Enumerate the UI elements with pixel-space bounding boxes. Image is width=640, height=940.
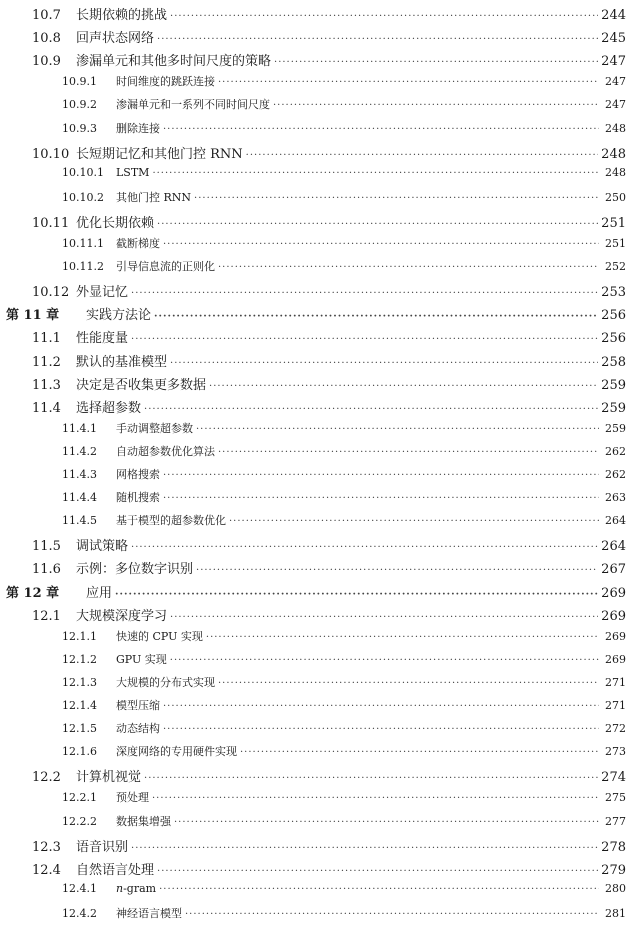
toc-page-number: 248 (601, 146, 626, 162)
toc-subsection-row (62, 166, 640, 189)
toc-section-row (32, 836, 640, 859)
toc-subsection-row (62, 120, 640, 143)
dot-leader (185, 909, 599, 920)
toc-page-number: 281 (605, 906, 626, 920)
toc-page-number: 245 (601, 31, 626, 47)
toc-entry-number: 10.10.2 (62, 190, 104, 204)
toc-subsection-row (62, 813, 640, 836)
toc-section-row (32, 212, 640, 235)
dot-leader (206, 632, 599, 643)
toc-entry-number: 12.1.2 (62, 652, 97, 666)
toc-entry-title: 应用 (86, 585, 113, 601)
toc-page-number: 256 (601, 308, 626, 324)
toc-subsection-row (62, 789, 640, 812)
toc-entry-title: 神经语言模型 (116, 906, 182, 920)
dot-leader (131, 288, 598, 299)
toc-entry-number: 10.11.2 (62, 260, 104, 274)
toc-entry-number: 12.2.1 (62, 791, 97, 805)
toc-entry-title: 大规模深度学习 (76, 608, 168, 624)
toc-entry-number: 11.4.2 (62, 444, 97, 458)
toc-page-number: 251 (601, 215, 626, 231)
toc-subsection-row (62, 235, 640, 258)
toc-section-row (32, 4, 640, 27)
toc-section-row (32, 327, 640, 350)
toc-entry-title: 数据集增强 (116, 814, 171, 828)
toc-entry-title: n-gram (116, 881, 157, 895)
toc-section-row (32, 281, 640, 304)
toc-entry-title: 示例：多位数字识别 (76, 562, 194, 578)
toc-entry-number: 10.11 (32, 215, 70, 231)
dot-leader (163, 239, 599, 250)
toc-page-number: 269 (605, 652, 626, 666)
toc-entry-number: 10.8 (32, 31, 61, 47)
dot-leader (273, 100, 599, 111)
toc-entry-number: 12.4.2 (62, 906, 97, 920)
toc-entry-number: 12.1 (32, 608, 61, 624)
toc-entry-number: 11.1 (32, 331, 61, 347)
toc-page-number: 247 (601, 54, 626, 70)
toc-subsection-row (62, 189, 640, 212)
toc-entry-title: 选择超参数 (76, 400, 142, 416)
toc-entry-number: 11.5 (32, 539, 61, 555)
dot-leader (240, 747, 599, 758)
dot-leader (157, 866, 598, 877)
toc-entry-number: 10.12 (32, 285, 70, 301)
toc-page-number: 263 (605, 491, 626, 505)
dot-leader (157, 34, 598, 45)
dot-leader (163, 701, 599, 712)
dot-leader (157, 219, 598, 230)
toc-page-number: 248 (605, 121, 626, 135)
toc-page-number: 262 (605, 468, 626, 481)
toc-entry-title: 回声状态网络 (76, 31, 155, 47)
toc-entry-number: 第 11 章 (6, 308, 60, 324)
toc-page-number: 278 (601, 839, 626, 855)
toc-entry-number: 10.9 (32, 54, 61, 70)
toc-section-row (32, 605, 640, 628)
dot-leader (152, 793, 599, 804)
dot-leader (170, 11, 598, 22)
toc-entry-title: 优化长期依赖 (76, 215, 155, 231)
toc-section-row (32, 143, 640, 166)
toc-entry-number: 11.4.3 (62, 468, 97, 481)
toc-entry-number: 10.10 (32, 146, 70, 162)
toc-section-row (32, 766, 640, 789)
toc-entry-title: 手动调整超参数 (116, 421, 193, 435)
toc-page-number: 267 (601, 562, 626, 578)
dot-leader (196, 424, 599, 435)
toc-entry-title: 随机搜索 (116, 491, 160, 505)
toc-section-row (32, 397, 640, 420)
toc-entry-title: 大规模的分布式实现 (116, 675, 215, 689)
toc-entry-title: LSTM (116, 165, 150, 179)
toc-page-number: 264 (601, 539, 626, 555)
toc-entry-title: 删除连接 (116, 121, 160, 135)
toc-entry-title: 网格搜索 (116, 468, 160, 481)
toc-entry-number: 11.4 (32, 400, 61, 416)
toc-entry-number: 10.9.3 (62, 121, 97, 135)
toc-subsection-row (62, 512, 640, 535)
toc-page-number: 247 (605, 98, 626, 112)
dot-leader (229, 516, 599, 527)
toc-page-number: 274 (601, 770, 626, 786)
toc-subsection-row (62, 420, 640, 443)
toc-subsection-row (62, 651, 640, 674)
toc-subsection-row (62, 73, 640, 96)
toc-page-number: 259 (601, 400, 626, 416)
toc-entry-title: 截断梯度 (116, 237, 160, 250)
toc-entry-title: 引导信息流的正则化 (116, 260, 215, 274)
toc-subsection-row (62, 258, 640, 281)
toc-entry-number: 12.1.3 (62, 675, 97, 689)
dot-leader (194, 193, 599, 204)
dot-leader (246, 150, 599, 161)
dot-leader (274, 57, 598, 68)
toc-subsection-row (62, 720, 640, 743)
toc-section-row (32, 535, 640, 558)
toc-page-number: 258 (601, 354, 626, 370)
toc-page-number: 259 (605, 421, 626, 435)
toc-subsection-row (62, 628, 640, 651)
toc-subsection-row (62, 743, 640, 766)
toc-subsection-row (62, 905, 640, 928)
toc-subsection-row (62, 489, 640, 512)
toc-entry-title: 实践方法论 (86, 308, 152, 324)
toc-page-number: 271 (605, 675, 626, 689)
toc-entry-number: 10.9.1 (62, 75, 97, 89)
toc-entry-title: 渗漏单元和一系列不同时间尺度 (116, 98, 270, 112)
toc-page-number: 264 (605, 514, 626, 528)
dot-leader (209, 381, 598, 392)
dot-leader (159, 884, 599, 895)
dot-leader (163, 124, 599, 135)
toc-entry-title: 外显记忆 (76, 285, 129, 301)
toc-entry-title: 自动超参数优化算法 (116, 444, 215, 458)
dot-leader (144, 773, 598, 784)
toc-page-number: 262 (605, 444, 626, 458)
toc-page-number: 269 (605, 629, 626, 643)
toc-entry-title: 长短期记忆和其他门控 RNN (76, 146, 243, 162)
toc-page-number: 275 (605, 791, 626, 805)
dot-leader (218, 447, 599, 458)
toc-entry-title: 其他门控 RNN (116, 190, 192, 204)
toc-page-number: 250 (605, 190, 626, 204)
toc-subsection-row (62, 697, 640, 720)
toc-page-number: 248 (605, 165, 626, 179)
toc-entry-number: 11.3 (32, 377, 61, 393)
toc-entry-number: 12.1.4 (62, 699, 97, 712)
toc-section-row (32, 374, 640, 397)
dot-leader (152, 168, 599, 179)
dot-leader (170, 358, 598, 369)
toc-entry-number: 第 12 章 (6, 585, 60, 601)
toc-page-number: 247 (605, 75, 626, 89)
dot-leader (196, 565, 598, 576)
toc-entry-title: 长期依赖的挑战 (76, 8, 168, 23)
dot-leader (154, 311, 598, 322)
toc-page-number: 272 (605, 722, 626, 736)
toc-subsection-row (62, 96, 640, 119)
toc-section-row (32, 859, 640, 882)
toc-entry-title: 决定是否收集更多数据 (76, 377, 207, 393)
toc-entry-title: GPU 实现 (116, 652, 167, 666)
toc-chapter-row (6, 304, 640, 327)
toc-entry-title: 动态结构 (116, 722, 160, 736)
toc-entry-number: 12.4 (32, 862, 61, 878)
toc-subsection-row (62, 882, 640, 905)
toc-entry-number: 12.1.1 (62, 629, 97, 643)
dot-leader (163, 724, 599, 735)
toc-section-row (32, 351, 640, 374)
toc-entry-title: 基于模型的超参数优化 (116, 514, 226, 528)
dot-leader (115, 589, 598, 600)
toc-entry-number: 10.7 (32, 8, 61, 23)
toc-entry-number: 10.9.2 (62, 98, 97, 112)
toc-entry-title: 渗漏单元和其他多时间尺度的策略 (76, 54, 272, 70)
toc-entry-number: 12.2 (32, 770, 61, 786)
toc-entry-number: 11.4.4 (62, 491, 97, 505)
toc-subsection-row (62, 443, 640, 466)
dot-leader (131, 542, 598, 553)
dot-leader (144, 404, 598, 415)
toc-page-number: 251 (605, 237, 626, 250)
toc-page-number: 256 (601, 331, 626, 347)
toc-entry-number: 11.6 (32, 562, 61, 578)
toc-page-number: 244 (601, 8, 626, 23)
toc-entry-number: 12.1.6 (62, 745, 97, 759)
toc-entry-number: 12.2.2 (62, 814, 97, 828)
toc-subsection-row (62, 674, 640, 697)
toc-entry-number: 11.4.1 (62, 421, 97, 435)
toc-entry-title: 调试策略 (76, 539, 129, 555)
toc-entry-title: 模型压缩 (116, 699, 160, 712)
toc-entry-title: 深度网络的专用硬件实现 (116, 745, 237, 759)
dot-leader (163, 493, 599, 504)
toc-entry-title: 语音识别 (76, 839, 129, 855)
toc-section-row (32, 27, 640, 50)
dot-leader (218, 262, 599, 273)
toc-entry-title: 预处理 (116, 791, 149, 805)
toc-entry-title: 默认的基准模型 (76, 354, 168, 370)
toc-page-number: 279 (601, 862, 626, 878)
toc-entry-title: 时间维度的跳跃连接 (116, 75, 215, 89)
toc-page-number: 259 (601, 377, 626, 393)
dot-leader (131, 334, 598, 345)
toc-entry-number: 10.11.1 (62, 237, 104, 250)
toc-page-number: 280 (605, 881, 626, 895)
dot-leader (131, 843, 598, 854)
toc-section-row (32, 558, 640, 581)
toc-entry-title: 自然语言处理 (76, 862, 155, 878)
toc-page-number: 271 (605, 699, 626, 712)
toc-page-number: 277 (605, 814, 626, 828)
toc-page-number: 253 (601, 285, 626, 301)
toc-chapter-row (6, 582, 640, 605)
toc-subsection-row (62, 466, 640, 489)
dot-leader (170, 655, 599, 666)
toc-entry-number: 11.2 (32, 354, 61, 370)
dot-leader (174, 817, 599, 828)
toc-entry-title: 快速的 CPU 实现 (116, 629, 203, 643)
toc-entry-number: 12.4.1 (62, 881, 97, 895)
toc-entry-number: 11.4.5 (62, 514, 97, 528)
dot-leader (218, 77, 599, 88)
toc-section-row (32, 50, 640, 73)
toc-entry-number: 12.1.5 (62, 722, 97, 736)
dot-leader (163, 470, 599, 481)
toc-page-number: 269 (601, 585, 626, 601)
toc-entry-title: 计算机视觉 (76, 770, 142, 786)
toc-page-number: 252 (605, 260, 626, 274)
toc-page-number: 273 (605, 745, 626, 759)
dot-leader (170, 612, 598, 623)
toc-entry-number: 10.10.1 (62, 165, 104, 179)
toc-entry-title: 性能度量 (76, 331, 129, 347)
toc-entry-number: 12.3 (32, 839, 61, 855)
dot-leader (218, 678, 599, 689)
toc-page-number: 269 (601, 608, 626, 624)
